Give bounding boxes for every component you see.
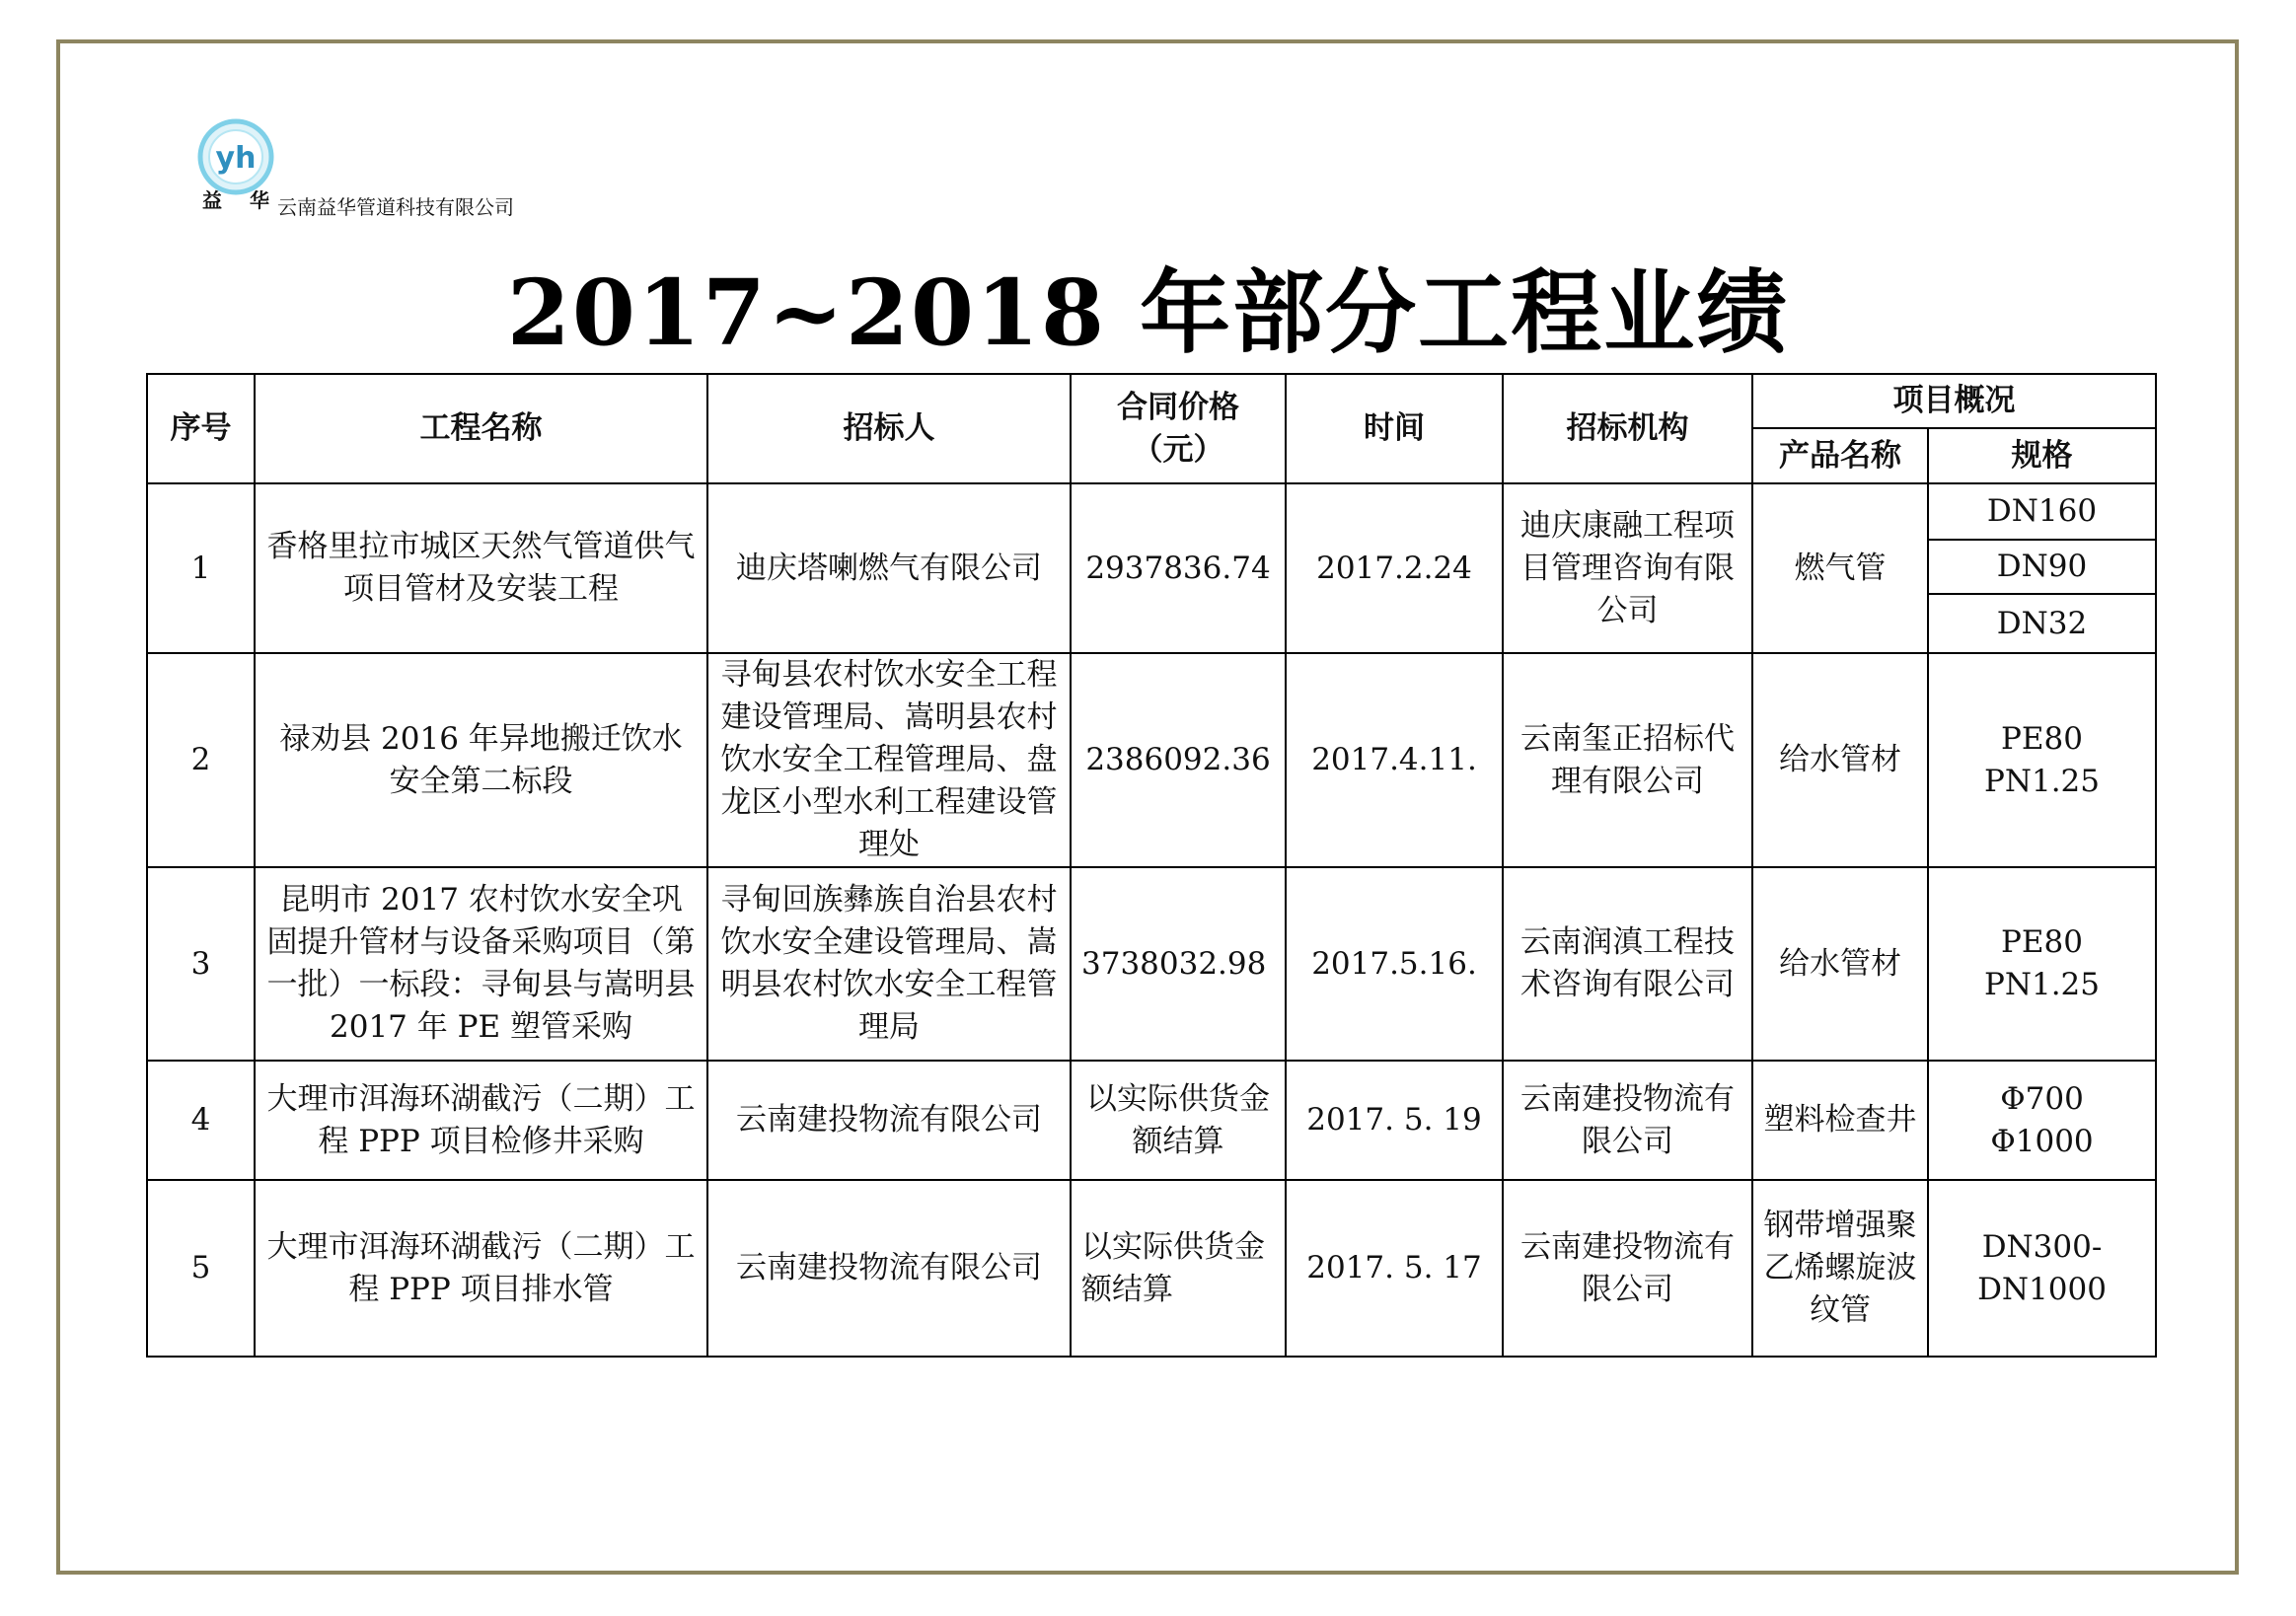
logo-cn-label: 益华 bbox=[202, 188, 297, 212]
cell-no: 1 bbox=[147, 483, 255, 653]
cell-product: 塑料检查井 bbox=[1752, 1061, 1928, 1180]
page-title: 2017~2018 年部分工程业绩 bbox=[506, 259, 1790, 366]
header-row bbox=[147, 374, 2156, 428]
cell-price: 2937836.74 bbox=[1071, 483, 1286, 653]
cell-product: 给水管材 bbox=[1752, 867, 1928, 1061]
cell-tenderer: 寻甸县农村饮水安全工程建设管理局、嵩明县农村饮水安全工程管理局、盘龙区小型水利工程建设管理处 bbox=[707, 653, 1071, 867]
cell-no: 3 bbox=[147, 867, 255, 1061]
performance-table bbox=[146, 373, 2157, 1358]
cell-spec: PE80 PN1.25 bbox=[1928, 653, 2156, 867]
cell-project: 禄劝县 2016 年异地搬迁饮水安全第二标段 bbox=[255, 653, 707, 867]
cell-no: 2 bbox=[147, 653, 255, 867]
cell-date: 2017. 5. 19 bbox=[1286, 1061, 1503, 1180]
cell-price: 以实际供货金额结算 bbox=[1071, 1061, 1286, 1180]
cell-price: 3738032.98 bbox=[1071, 867, 1286, 1061]
cell-spec bbox=[1928, 1061, 2156, 1180]
cell-project: 昆明市 2017 农村饮水安全巩固提升管材与设备采购项目（第一批）一标段：寻甸县与嵩明县 2017 年 PE 塑管采购 bbox=[255, 867, 707, 1061]
header-date: 时间 bbox=[1286, 374, 1503, 483]
header-no: 序号 bbox=[147, 374, 255, 483]
cell-price: 2386092.36 bbox=[1071, 653, 1286, 867]
company-name: 云南益华管道科技有限公司 bbox=[277, 195, 514, 219]
spec-line: Φ700 bbox=[2000, 1080, 2084, 1117]
cell-spec: DN90 bbox=[1928, 540, 2156, 594]
table-row bbox=[147, 653, 2156, 867]
header-price: 合同价格（元） bbox=[1071, 374, 1286, 483]
cell-project: 香格里拉市城区天然气管道供气项目管材及安装工程 bbox=[255, 483, 707, 653]
cell-spec: DN32 bbox=[1928, 594, 2156, 653]
cell-no: 4 bbox=[147, 1061, 255, 1180]
spec-line: Φ1000 bbox=[1990, 1123, 2094, 1159]
table-row bbox=[147, 1061, 2156, 1180]
cell-date: 2017.2.24 bbox=[1286, 483, 1503, 653]
table-row bbox=[147, 867, 2156, 1061]
header-overview: 项目概况 bbox=[1752, 374, 2156, 428]
header-agency: 招标机构 bbox=[1503, 374, 1752, 483]
cell-tenderer: 云南建投物流有限公司 bbox=[707, 1061, 1071, 1180]
cell-agency: 迪庆康融工程项目管理咨询有限公司 bbox=[1503, 483, 1752, 653]
cell-spec: DN300-DN1000 bbox=[1928, 1180, 2156, 1357]
cell-date: 2017. 5. 17 bbox=[1286, 1180, 1503, 1357]
cell-tenderer: 云南建投物流有限公司 bbox=[707, 1180, 1071, 1357]
cell-spec: DN160 bbox=[1928, 483, 2156, 540]
cell-agency: 云南建投物流有限公司 bbox=[1503, 1061, 1752, 1180]
table-row bbox=[147, 1180, 2156, 1357]
cell-no: 5 bbox=[147, 1180, 255, 1357]
cell-product: 钢带增强聚乙烯螺旋波纹管 bbox=[1752, 1180, 1928, 1357]
header-spec: 规格 bbox=[1928, 428, 2156, 483]
cell-date: 2017.4.11. bbox=[1286, 653, 1503, 867]
logo-text: yh bbox=[215, 141, 257, 176]
header-tenderer: 招标人 bbox=[707, 374, 1071, 483]
cell-price: 以实际供货金额结算 bbox=[1071, 1180, 1286, 1357]
cell-tenderer: 寻甸回族彝族自治县农村饮水安全建设管理局、嵩明县农村饮水安全工程管理局 bbox=[707, 867, 1071, 1061]
cell-spec: PE80 PN1.25 bbox=[1928, 867, 2156, 1061]
cell-product: 燃气管 bbox=[1752, 483, 1928, 653]
header-product: 产品名称 bbox=[1752, 428, 1928, 483]
cell-date: 2017.5.16. bbox=[1286, 867, 1503, 1061]
cell-project: 大理市洱海环湖截污（二期）工程 PPP 项目检修井采购 bbox=[255, 1061, 707, 1180]
header-project: 工程名称 bbox=[255, 374, 707, 483]
cell-agency: 云南玺正招标代理有限公司 bbox=[1503, 653, 1752, 867]
cell-product: 给水管材 bbox=[1752, 653, 1928, 867]
cell-agency: 云南润滇工程技术咨询有限公司 bbox=[1503, 867, 1752, 1061]
cell-agency: 云南建投物流有限公司 bbox=[1503, 1180, 1752, 1357]
cell-project: 大理市洱海环湖截污（二期）工程 PPP 项目排水管 bbox=[255, 1180, 707, 1357]
table-row bbox=[147, 483, 2156, 540]
cell-tenderer: 迪庆塔喇燃气有限公司 bbox=[707, 483, 1071, 653]
